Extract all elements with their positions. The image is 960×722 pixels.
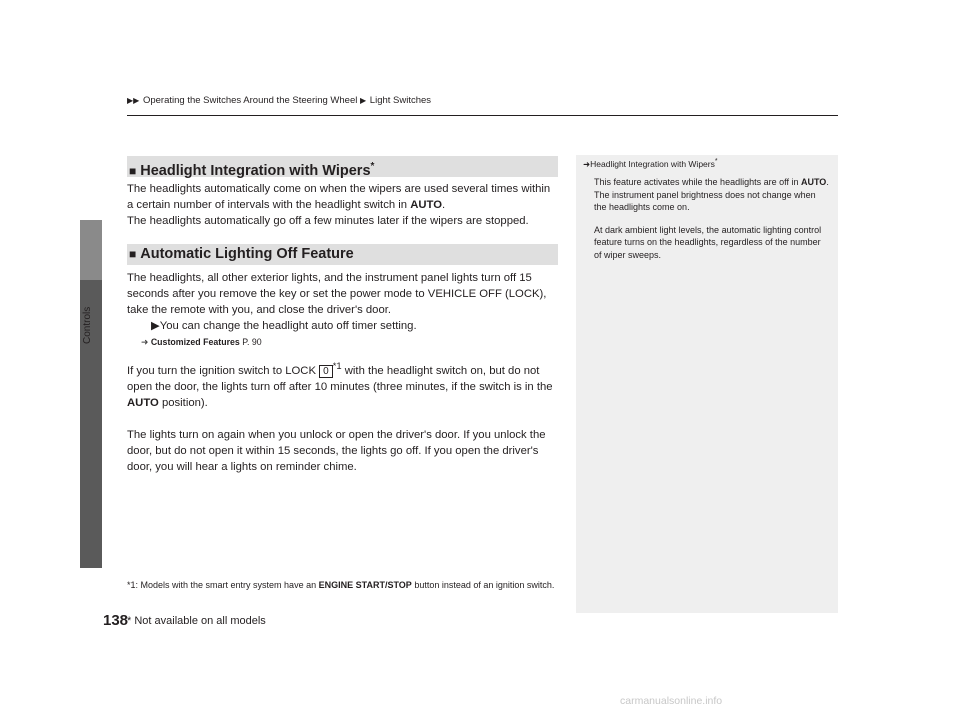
sidebar-title: ➜Headlight Integration with Wipers* [583,158,718,169]
paragraph: The headlights, all other exterior lights, and the instrument panel lights turn off 15 seconds after you remove the key or set the power mode to VEHICLE OFF (LOCK), take the remote with you, and close the driver's door. [127,272,547,316]
breadcrumb-arrow-icon: ▶ [360,96,367,105]
reference-page: P. 90 [242,337,262,347]
square-bullet-icon: ■ [129,163,137,178]
cross-reference[interactable] [127,334,558,350]
paragraph: The headlights automatically go off a few minutes later if the wipers are stopped. [127,215,529,227]
auto-label: AUTO [127,396,159,409]
side-tab [80,220,102,568]
sidebar-note [576,155,838,613]
paragraph: The lights turn on again when you unlock or open the driver's door. If you unlock the door, but do not open it within 15 seconds, the lights go off. If you open the driver's door, you will hear a lights on reminder chime. [127,428,546,473]
note-arrow-icon: ▶ [151,320,160,332]
auto-lighting-off-body [127,270,558,475]
footnote: *1: Models with the smart entry system have an ENGINE START/STOP button instead of an ignition switch. [127,580,555,590]
reference-label[interactable]: Customized Features [150,337,240,347]
breadcrumb-item[interactable]: Light Switches [369,95,432,106]
breadcrumb [127,95,431,106]
section-title: Headlight Integration with Wipers [140,162,371,179]
header-rule [127,115,838,116]
side-tab-label: Controls [82,306,93,344]
sidebar-paragraph: At dark ambient light levels, the automatic lighting control feature turns on the headlights, regardless of the number of wiper sweeps. [594,224,822,260]
watermark: carmanualsonline.info [620,695,723,707]
engine-start-stop-label: ENGINE START/STOP [318,580,412,590]
auto-label: AUTO [410,199,443,211]
page-number: 138 [103,612,129,629]
reference-arrow-icon: ➜ [583,158,591,169]
paragraph: If you turn the ignition switch to LOCK 0$^{*1}$ with the headlight switch on, but do not open the door, the lights turn off after 10 minutes (three minutes, if the switch is in the AUTO position). [127,360,553,409]
headlight-integration-body [127,181,558,229]
paragraph: The headlights automatically come on when the wipers are used several times within a certain number of intervals with the headlight switch in AUTO. [127,183,551,211]
availability-marker: * [370,161,375,172]
side-tab-marker [80,220,102,280]
section-heading-headlight-integration [127,156,558,177]
section-heading-auto-lighting-off [127,244,558,265]
lock-key-box: 0 [319,365,333,378]
availability-marker: * [714,158,718,165]
footnote-marker: *1 [332,360,342,371]
sidebar-body [594,176,830,271]
availability-note: * Not available on all models [127,615,266,627]
auto-label: AUTO [800,177,827,187]
square-bullet-icon: ■ [129,247,137,261]
section-title: Automatic Lighting Off Feature [140,246,354,262]
sidebar-paragraph: This feature activates while the headlights are off in AUTO. The instrument panel brightness does not change when the headlights come on. [594,177,829,212]
breadcrumb-arrow-icon: ▶▶ [127,96,140,105]
reference-arrow-icon: ➜ [141,337,149,347]
note-line: ▶You can change the headlight auto off timer setting. [151,320,417,332]
breadcrumb-item[interactable]: Operating the Switches Around the Steering Wheel [142,95,358,106]
